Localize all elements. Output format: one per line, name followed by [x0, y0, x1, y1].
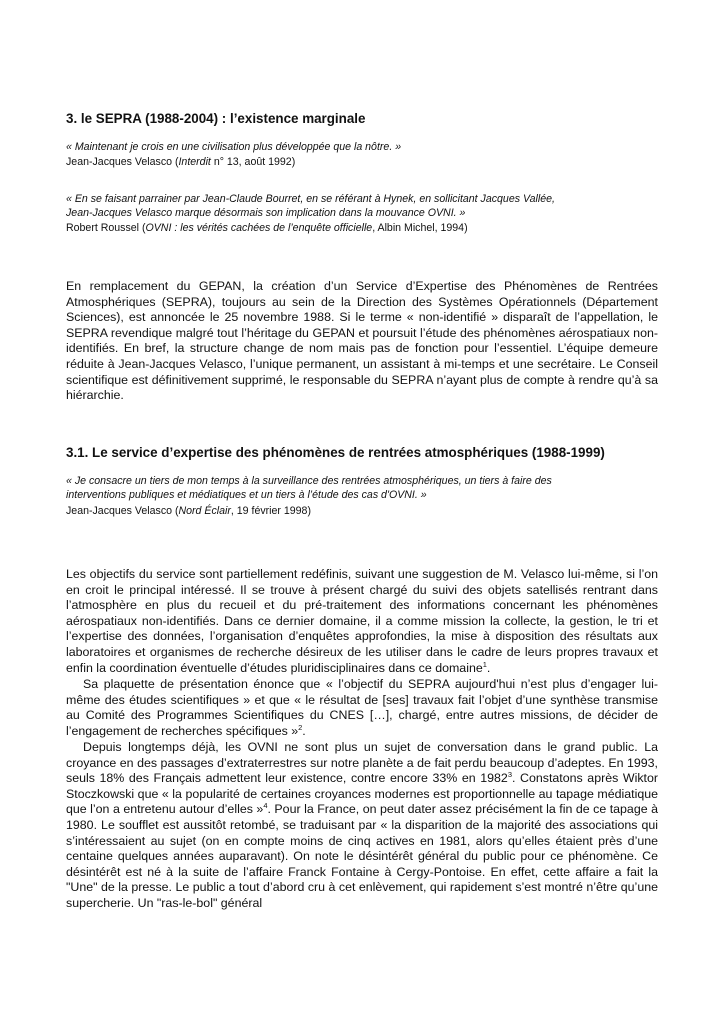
footnote-ref-1[interactable]: 1 — [482, 659, 487, 669]
footnote-ref-3[interactable]: 3 — [507, 770, 512, 780]
epigraph-1-quote: « Maintenant je crois en une civilisation plus développée que la nôtre. » — [66, 141, 402, 153]
section-3-1-paragraph-2 — [66, 677, 658, 739]
epigraph-2-quote-line-2: Jean-Jacques Velasco marque désormais son implication dans la mouvance OVNI. » — [66, 207, 466, 219]
paragraph-2-end: . — [302, 723, 306, 738]
paragraph-1-text: Les objectifs du service sont partiellement redéfinis, suivant une suggestion de M. Velasco lui-même, si l’on en croit le principal intéressé. Il se trouve à présent chargé du suivi des objets satellisés rentrant dans l’atmosphère en plus du recueil et du pré-traitement des informations concernant les phénomènes aérospatiaux non-identifiés. Dans ce dernier domaine, il a comme mission la collecte, la gestion, le tri et l’expertise des données, l’organisation d’enquêtes approfondies, la mise à disposition des résultats aux laboratoires et organismes de recherche désireux de les utiliser dans le cadre de leurs propres travaux et enfin la coordination éventuelle d’études pluridisciplinaires dans ce domaine — [66, 567, 658, 675]
section-3-1-paragraph-1 — [66, 567, 658, 676]
epigraph-3-quote-line-2: interventions publiques et médiatiques et un tiers à l’étude des cas d'OVNI. » — [66, 489, 427, 501]
section-3-paragraph: En remplacement du GEPAN, la création d’un Service d’Expertise des Phénomènes de Rentrées Atmosphériques (SEPRA), toujours au sein de la Direction des Systèmes Opérationnels (Département Sciences), est annoncée le 25 novembre 1988. Si le terme « non-identifié » disparaît de l’appellation, le SEPRA revendique malgré tout l’héritage du GEPAN et poursuit l’étude des phénomènes aérospatiaux non-identifiés. En bref, la structure change de nom mais pas de fonction pour l’essentiel. L’équipe demeure réduite à Jean-Jacques Velasco, l’unique permanent, un assistant à mi-temps et une secrétaire. Le Conseil scientifique est définitivement supprimé, le responsable du SEPRA n’ayant plus de compte à rendre qu’à sa hiérarchie. — [66, 279, 658, 403]
epigraph-2-source — [66, 221, 468, 235]
epigraph-1-work: Interdit — [178, 156, 211, 168]
epigraph-1-details: n° 13, août 1992) — [210, 156, 296, 168]
section-3-heading: 3. le SEPRA (1988-2004) : l’existence marginale — [66, 111, 366, 126]
epigraph-2-work: OVNI : les vérités cachées de l’enquête officielle — [145, 222, 373, 234]
epigraph-1-author: Jean-Jacques Velasco ( — [66, 156, 179, 168]
footnote-ref-4[interactable]: 4 — [263, 801, 268, 811]
epigraph-3-work: Nord Éclair — [178, 505, 231, 517]
paragraph-3-text-b: . Constatons après Wiktor Stoczkowski que « la popularité de certaines croyances modernes est proportionnelle au tapage médiatique que l’on a entretenu autour d’elles » — [66, 771, 658, 817]
paragraph-3-text-a: Depuis longtemps déjà, les OVNI ne sont plus un sujet de conversation dans le grand public. La croyance en des passages d’extraterrestres sur notre planète a de fait perdu beaucoup d’adeptes. En 1993, seuls 18% des Français admettent leur existence, contre encore 33% en 1982 — [66, 740, 658, 786]
epigraph-3-source — [66, 504, 311, 518]
section-3-1-heading: 3.1. Le service d’expertise des phénomènes de rentrées atmosphériques (1988-1999) — [66, 445, 605, 460]
paragraph-2-text: Sa plaquette de présentation énonce que « l’objectif du SEPRA aujourd'hui n’est plus d’engager lui-même des études scientifiques » et que « le résultat de [ses] travaux fait l’objet d’une synthèse transmise au Comité des Programmes Scientifiques du CNES […], chargé, entre autres missions, de décider de l’engagement de recherches spécifiques » — [66, 677, 658, 738]
section-3-1-paragraph-3 — [66, 740, 658, 912]
epigraph-2-quote-line-1: « En se faisant parrainer par Jean-Claude Bourret, en se référant à Hynek, en sollicitant Jacques Vallée, — [66, 193, 555, 205]
epigraph-1-source — [66, 155, 295, 169]
paragraph-3-text-c: . Pour la France, on peut dater assez précisément la fin de ce tapage à 1980. Le soufflet est aussitôt retombé, se traduisant par « la disparition de la majorité des associations qui s’intéressaient au sujet (on en compte moins de cinq actives en 1981, alors qu’elles étaient près d’une centaine quelques années auparavant). On note le désintérêt général du public pour ce phénomène. Ce désintérêt est né à la suite de l’affaire Franck Fontaine à Cergy-Pontoise. En effet, cette affaire a fait la "Une" de la presse. Le public a tout d’abord cru à cet enlèvement, qui rapidement s’est montré n’être qu’une supercherie. Un "ras-le-bol" général — [66, 802, 658, 910]
epigraph-3-quote-line-1: « Je consacre un tiers de mon temps à la surveillance des rentrées atmosphériques, un tiers à faire des — [66, 475, 552, 487]
epigraph-2-details: , Albin Michel, 1994) — [372, 222, 468, 234]
epigraph-2-author: Robert Roussel ( — [66, 222, 146, 234]
epigraph-3-author: Jean-Jacques Velasco ( — [66, 505, 179, 517]
epigraph-3-details: , 19 février 1998) — [230, 505, 311, 517]
paragraph-1-end: . — [486, 660, 491, 675]
footnote-ref-2[interactable]: 2 — [298, 722, 303, 732]
